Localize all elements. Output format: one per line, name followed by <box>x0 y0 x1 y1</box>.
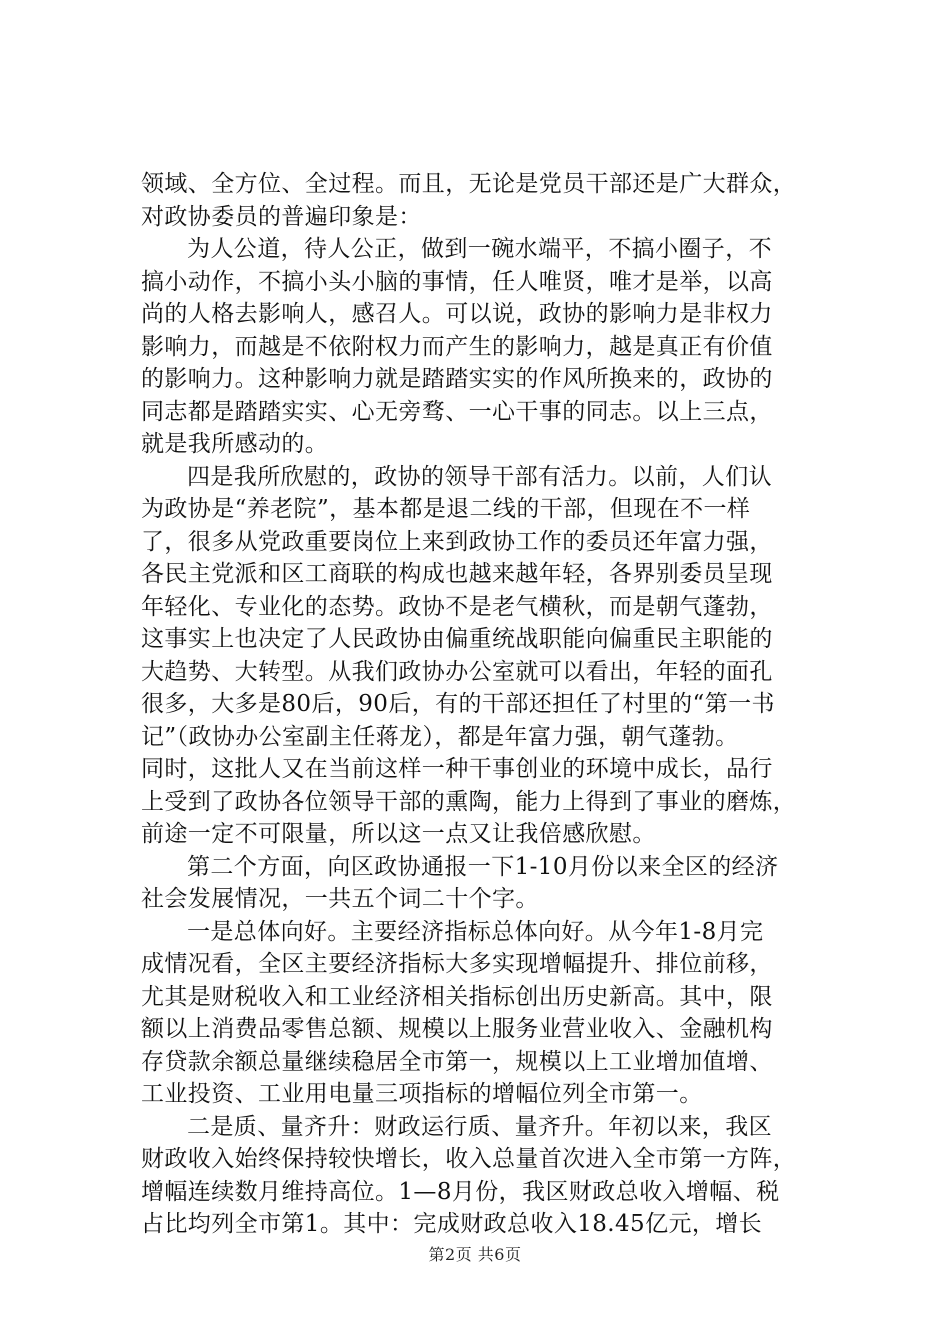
text-line: 记”（政协办公室副主任蒋龙），都是年富力强，朝气蓬勃。 <box>141 723 739 750</box>
paragraph-start-line: 第二个方面，向区政协通报一下1-10月份以来全区的经济 <box>187 853 779 880</box>
text-line: 各民主党派和区工商联的构成也越来越年轻，各界别委员呈现 <box>141 561 773 587</box>
text-line: 为政协是“养老院”，基本都是退二线的干部，但现在不一样 <box>141 496 751 522</box>
text-line: 上受到了政协各位领导干部的熏陶，能力上得到了事业的磨炼， <box>141 788 797 815</box>
text-line: 对政协委员的普遍印象是： <box>141 203 422 230</box>
text-line: 就是我所感动的。 <box>141 431 329 457</box>
text-line: 尚的人格去影响人，感召人。可以说，政协的影响力是非权力 <box>141 301 773 327</box>
text-line: 大趋势、大转型。从我们政协办公室就可以看出，年轻的面孔 <box>141 658 773 685</box>
text-line: 社会发展情况，一共五个词二十个字。 <box>141 886 539 912</box>
text-line: 同时，这批人又在当前这样一种干事创业的环境中成长，品行 <box>141 756 773 782</box>
text-line: 了，很多从党政重要岗位上来到政协工作的委员还年富力强， <box>141 528 773 555</box>
text-line: 很多，大多是80后，90后，有的干部还担任了村里的“第一书 <box>141 691 775 717</box>
text-line: 影响力，而越是不依附权力而产生的影响力，越是真正有价值 <box>141 333 773 360</box>
text-line: 同志都是踏踏实实、心无旁骛、一心干事的同志。以上三点， <box>141 398 773 425</box>
page-number-footer: 第2页 共6页 <box>428 1245 522 1264</box>
text-line: 额以上消费品零售总额、规模以上服务业营业收入、金融机构 <box>141 1016 773 1042</box>
paragraph-start-line: 四是我所欣慰的，政协的领导干部有活力。以前，人们认 <box>187 463 772 490</box>
text-line: 占比均列全市第1。其中：完成财政总收入18.45亿元，增长 <box>141 1211 763 1237</box>
text-line: 年轻化、专业化的态势。政协不是老气横秋，而是朝气蓬勃， <box>141 593 773 620</box>
text-line: 搞小动作，不搞小头小脑的事情，任人唯贤，唯才是举，以高 <box>141 268 773 295</box>
text-line: 工业投资、工业用电量三项指标的增幅位列全市第一。 <box>141 1081 703 1107</box>
text-line: 增幅连续数月维持高位。1—8月份，我区财政总收入增幅、税 <box>141 1178 780 1205</box>
paragraph-start-line: 二是质、量齐升：财政运行质、量齐升。年初以来，我区 <box>187 1113 772 1140</box>
text-line: 领域、全方位、全过程。而且，无论是党员干部还是广大群众， <box>141 171 797 197</box>
paragraph-start-line: 一是总体向好。主要经济指标总体向好。从今年1-8月完 <box>187 918 764 945</box>
text-line: 存贷款余额总量继续稳居全市第一，规模以上工业增加值增、 <box>141 1048 773 1075</box>
body-text <box>141 168 835 1241</box>
text-line: 前途一定不可限量，所以这一点又让我倍感欣慰。 <box>141 821 656 847</box>
text-line: 尤其是财税收入和工业经济相关指标创出历史新高。其中，限 <box>141 983 773 1010</box>
paragraph-start-line: 为人公道，待人公正，做到一碗水端平，不搞小圈子，不 <box>187 236 772 262</box>
text-line: 成情况看，全区主要经济指标大多实现增幅提升、排位前移， <box>141 951 773 977</box>
text-line: 财政收入始终保持较快增长，收入总量首次进入全市第一方阵， <box>141 1146 797 1172</box>
text-line: 的影响力。这种影响力就是踏踏实实的作风所换来的，政协的 <box>141 366 773 392</box>
text-line: 这事实上也决定了人民政协由偏重统战职能向偏重民主职能的 <box>141 626 773 652</box>
